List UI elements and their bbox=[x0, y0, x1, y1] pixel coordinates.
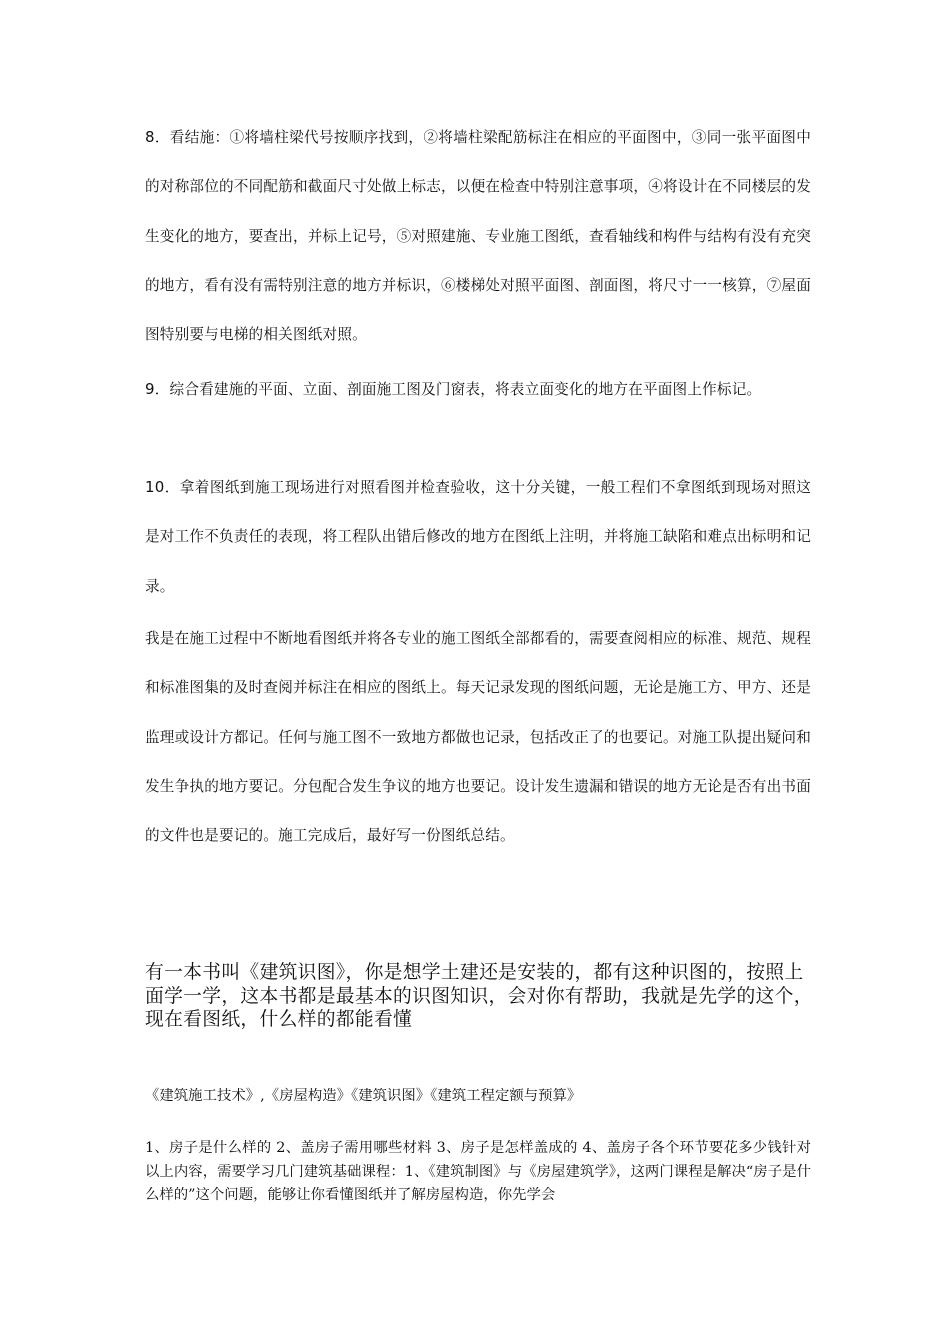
item-text: ．拿着图纸到施工现场进行对照看图并检查验收，这十分关键，一般工程们不拿图纸到现场对照这是对工作不负责任的表现，将工程队出错后修改的地方在图纸上注明，并将施工缺陷和难点出标明和记录。 bbox=[145, 479, 811, 595]
list-item-8 bbox=[145, 113, 811, 359]
item-number: 10 bbox=[145, 478, 165, 496]
body-paragraph: 我是在施工过程中不断地看图纸并将各专业的施工图纸全部都看的，需要查阅相应的标准、规范、规程和标准图集的及时查阅并标注在相应的图纸上。每天记录发现的图纸问题，无论是施工方、甲方、还是监理或设计方都记。任何与施工图不一致地方都做也记录，包括改正了的也要记。对施工队提出疑问和发生争执的地方要记。分包配合发生争议的地方也要记。设计发生遗漏和错误的地方无论是否有出书面的文件也是要记的。施工完成后，最好写一份图纸总结。 bbox=[145, 630, 811, 845]
book-recommendation: 有一本书叫《建筑识图》，你是想学土建还是安装的，都有这种识图的，按照上面学一学，这本书都是最基本的识图知识，会对你有帮助，我就是先学的这个，现在看图纸，什么样的都能看懂 bbox=[145, 962, 813, 1030]
courses-paragraph: 1、房子是什么样的 2、盖房子需用哪些材料 3、房子是怎样盖成的 4、盖房子各个环节要花多少钱针对以上内容，需要学习几门建筑基础课程：1、《建筑制图》与《房屋建筑学》，这两门课程是解决“房子是什么样的”这个问题，能够让你看懂图纸并了解房屋构造，你先学会 bbox=[145, 1140, 811, 1203]
item-number: 8 bbox=[145, 128, 155, 146]
item-text: ．综合看建施的平面、立面、剖面施工图及门窗表，将表立面变化的地方在平面图上作标记。 bbox=[154, 381, 762, 398]
book-list: 《建筑施工技术》,《房屋构造》《建筑识图》《建筑工程定额与预算》 bbox=[145, 1088, 582, 1104]
item-text: ．看结施：①将墙柱梁代号按顺序找到，②将墙柱梁配筋标注在相应的平面图中，③同一张平面图中的对称部位的不同配筋和截面尺寸处做上标志，以便在检查中特别注意事项，④将设计在不同楼层的发生变化的地方，要查出，并标上记号，⑤对照建施、专业施工图纸，查看轴线和构件与结构有没有充突的地方，看有没有需特别注意的地方并标识，⑥楼梯处对照平面图、剖面图，将尺寸一一核算，⑦屋面图特别要与电梯的相关图纸对照。 bbox=[145, 129, 811, 344]
list-item-10 bbox=[145, 463, 811, 611]
list-item-9 bbox=[145, 365, 811, 414]
item-number: 9 bbox=[145, 380, 155, 398]
